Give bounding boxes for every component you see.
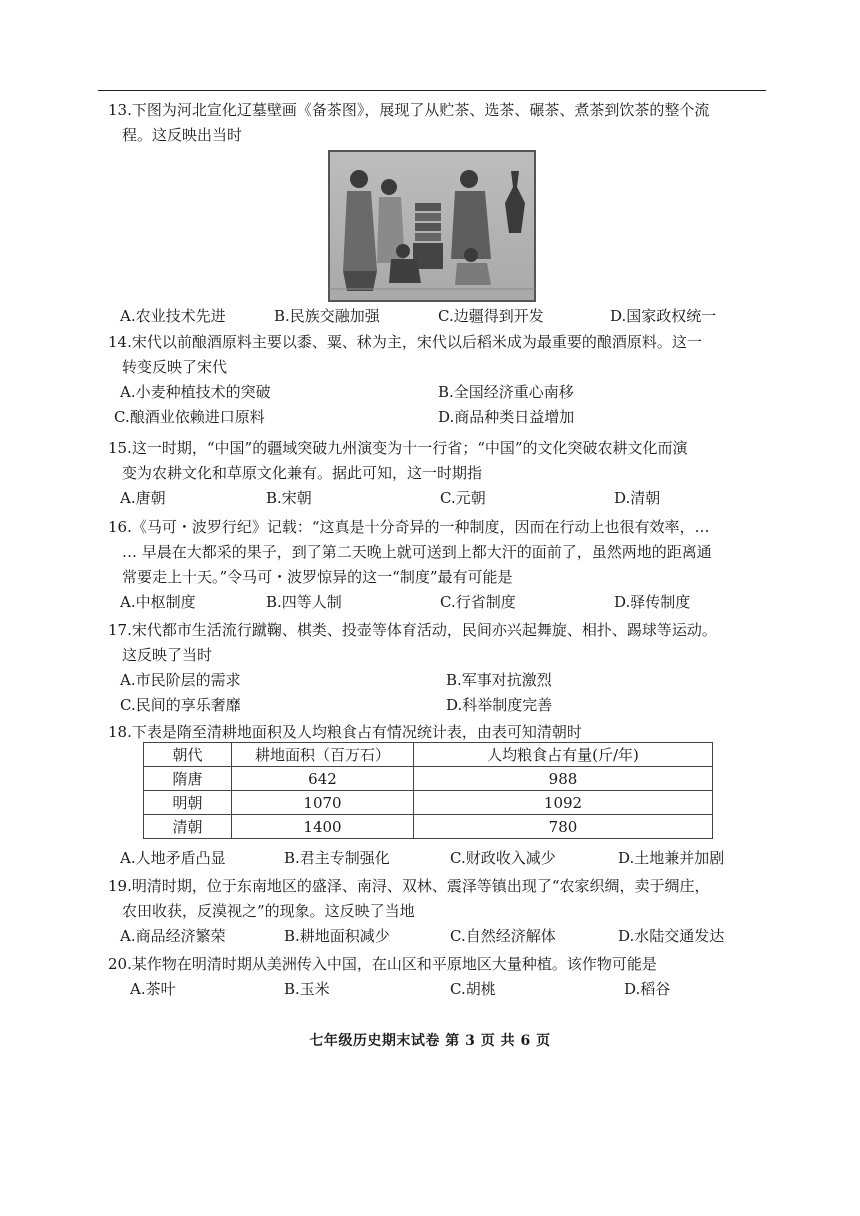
option-13-d[interactable]: D.国家政权统一 [610, 307, 717, 325]
mural-illustration [329, 151, 535, 301]
question-13 [108, 98, 768, 148]
table-cell: 988 [414, 767, 713, 791]
option-18-b[interactable]: B.君主专制强化 [284, 849, 390, 867]
option-17-b[interactable]: B.军事对抗激烈 [446, 671, 552, 689]
table-cell: 642 [232, 767, 414, 791]
option-13-c[interactable]: C.边疆得到开发 [438, 307, 544, 325]
question-16-stem-line-1: 16.《马可・波罗行纪》记载：“这真是十分奇异的一种制度，因而在行动上也很有效率，… [108, 518, 710, 536]
header-rule [98, 90, 766, 91]
tea-preparation-mural-image [328, 150, 536, 302]
table-header-cell: 朝代 [144, 743, 232, 767]
question-17-stem-line-2: 这反映了当时 [122, 646, 213, 664]
option-17-d[interactable]: D.科举制度完善 [446, 696, 553, 714]
table-header-row [144, 743, 713, 767]
question-20-stem-line-1: 20.某作物在明清时期从美洲传入中国，在山区和平原地区大量种植。该作物可能是 [108, 955, 657, 973]
option-20-a[interactable]: A.茶叶 [130, 980, 176, 998]
option-20-b[interactable]: B.玉米 [284, 980, 330, 998]
question-13-stem-line-1: 13.下图为河北宣化辽墓壁画《备茶图》，展现了从贮茶、选茶、碾茶、煮茶到饮茶的整个流 [108, 101, 710, 119]
question-13-stem-line-2: 程。这反映出当时 [122, 126, 243, 144]
question-15-stem-line-2: 变为农耕文化和草原文化兼有。据此可知，这一时期指 [122, 464, 483, 482]
page-footer: 七年级历史期末试卷 第 3 页 共 6 页 [309, 1033, 551, 1049]
table-cell: 隋唐 [144, 767, 232, 791]
option-14-a[interactable]: A.小麦种植技术的突破 [120, 383, 271, 401]
option-17-a[interactable]: A.市民阶层的需求 [120, 671, 241, 689]
question-19-stem-line-1: 19.明清时期，位于东南地区的盛泽、南浔、双林、震泽等镇出现了“农家织绸，卖于绸庄， [108, 877, 710, 895]
question-16-stem-line-3: 常要走上十天。”令马可・波罗惊异的这一“制度”最有可能是 [122, 568, 513, 586]
option-14-b[interactable]: B.全国经济重心南移 [438, 383, 574, 401]
question-14-stem-line-2: 转变反映了宋代 [122, 358, 228, 376]
option-17-c[interactable]: C.民间的享乐奢靡 [120, 696, 241, 714]
option-20-d[interactable]: D.稻谷 [624, 980, 671, 998]
cultivated-land-grain-table [143, 742, 713, 839]
option-18-a[interactable]: A.人地矛盾凸显 [120, 849, 226, 867]
table-header-cell: 耕地面积（百万石） [232, 743, 414, 767]
option-13-b[interactable]: B.民族交融加强 [274, 307, 380, 325]
option-16-b[interactable]: B.四等人制 [266, 593, 342, 611]
option-15-b[interactable]: B.宋朝 [266, 489, 312, 507]
option-15-c[interactable]: C.元朝 [440, 489, 486, 507]
question-20 [108, 952, 768, 1002]
question-17-stem-line-1: 17.宋代都市生活流行蹴鞠、棋类、投壶等体育活动，民间亦兴起舞旋、相扑、踢球等运动。 [108, 621, 717, 639]
question-16 [108, 515, 768, 615]
question-19-stem-line-2: 农田收获，反漠视之”的现象。这反映了当地 [122, 902, 415, 920]
question-19 [108, 874, 768, 949]
option-15-d[interactable]: D.清朝 [614, 489, 661, 507]
option-15-a[interactable]: A.唐朝 [120, 489, 166, 507]
option-19-a[interactable]: A.商品经济繁荣 [120, 927, 226, 945]
option-19-b[interactable]: B.耕地面积减少 [284, 927, 390, 945]
question-14-stem-line-1: 14.宋代以前酿酒原料主要以黍、粟、秫为主，宋代以后稻米成为最重要的酿酒原料。这一 [108, 333, 702, 351]
option-16-d[interactable]: D.驿传制度 [614, 593, 691, 611]
option-16-c[interactable]: C.行省制度 [440, 593, 516, 611]
table-header-cell: 人均粮食占有量(斤/年) [414, 743, 713, 767]
option-16-a[interactable]: A.中枢制度 [120, 593, 196, 611]
table-cell: 1092 [414, 791, 713, 815]
table-row [144, 815, 713, 839]
question-14 [108, 330, 768, 430]
option-18-d[interactable]: D.土地兼并加剧 [618, 849, 725, 867]
table-cell: 780 [414, 815, 713, 839]
table-cell: 明朝 [144, 791, 232, 815]
table-cell: 1070 [232, 791, 414, 815]
question-17 [108, 618, 768, 718]
table-cell: 清朝 [144, 815, 232, 839]
question-18-stem-line-1: 18.下表是隋至清耕地面积及人均粮食占有情况统计表，由表可知清朝时 [108, 723, 582, 741]
question-18-options [108, 846, 768, 871]
table-row [144, 791, 713, 815]
table-row [144, 767, 713, 791]
option-18-c[interactable]: C.财政收入减少 [450, 849, 556, 867]
question-15 [108, 436, 768, 511]
option-13-a[interactable]: A.农业技术先进 [120, 307, 226, 325]
option-19-d[interactable]: D.水陆交通发达 [618, 927, 725, 945]
option-14-d[interactable]: D.商品种类日益增加 [438, 408, 575, 426]
table-cell: 1400 [232, 815, 414, 839]
option-20-c[interactable]: C.胡桃 [450, 980, 496, 998]
question-13-options [108, 304, 768, 329]
question-16-stem-line-2: … 早晨在大都采的果子，到了第二天晚上就可送到上都大汗的面前了，虽然两地的距离通 [122, 543, 712, 561]
option-14-c[interactable]: C.酿酒业依赖进口原料 [114, 408, 265, 426]
option-19-c[interactable]: C.自然经济解体 [450, 927, 556, 945]
question-15-stem-line-1: 15.这一时期，“中国”的疆域突破九州演变为十一行省；“中国”的文化突破农耕文化而演 [108, 439, 688, 457]
